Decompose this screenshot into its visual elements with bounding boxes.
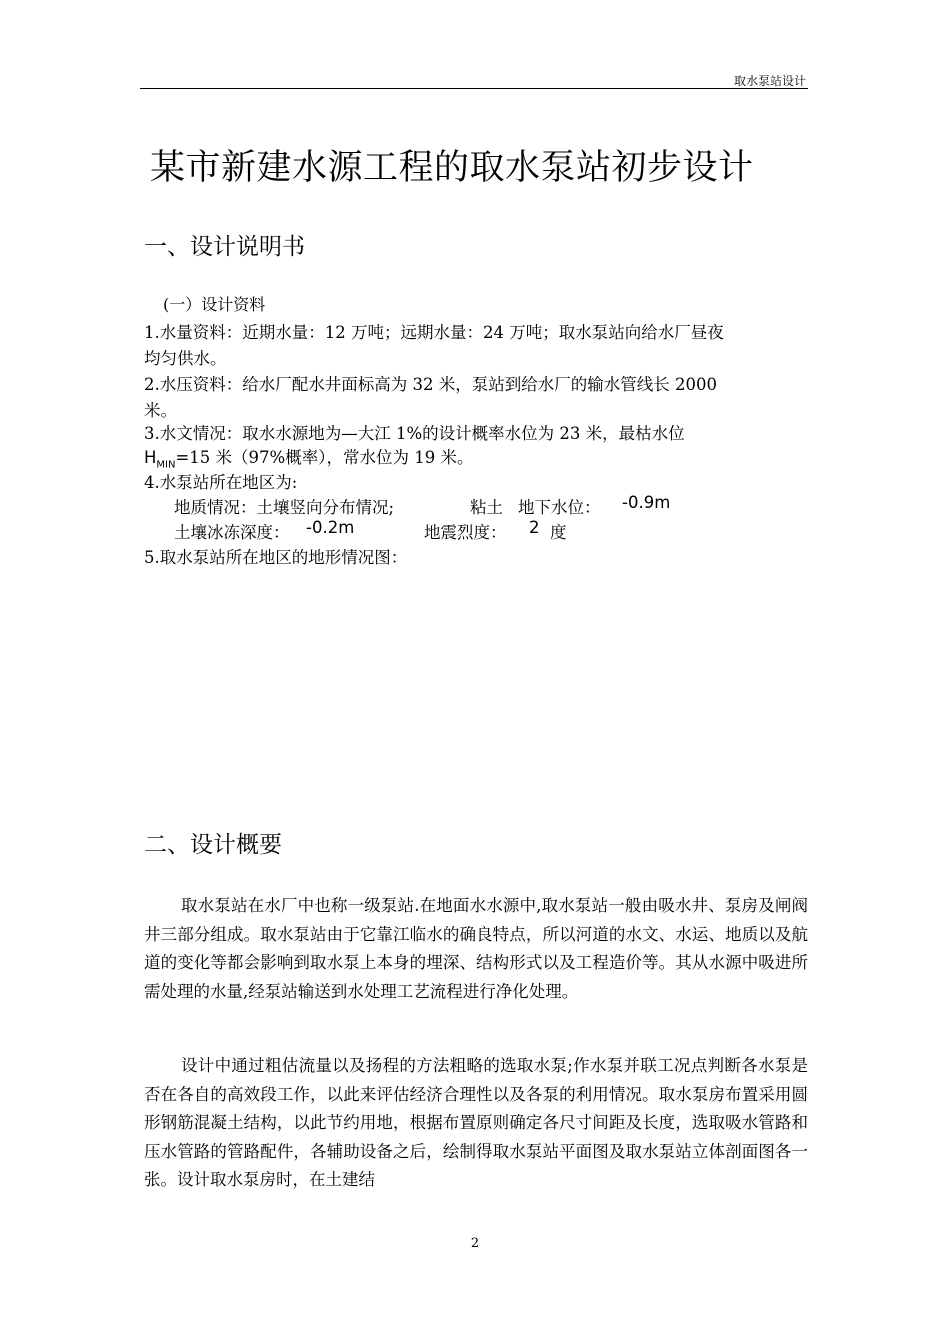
item-3-line-1: 3.水文情况：取水水源地为—大江 1%的设计概率水位为 23 米，最枯水位 [144, 424, 685, 443]
hmin-rest: =15 米（97%概率），常水位为 19 米。 [175, 448, 474, 467]
hmin-subscript: MIN [156, 459, 176, 471]
document-title: 某市新建水源工程的取水泵站初步设计 [150, 148, 754, 188]
sub-heading-design-data: (一）设计资料 [163, 295, 266, 314]
item-2-line-2: 米。 [144, 401, 177, 420]
item-4-line-1: 4.水泵站所在地区为: [144, 473, 298, 492]
running-title: 取水泵站设计 [733, 74, 806, 88]
hmin-symbol: H [144, 448, 157, 467]
page-header [140, 70, 808, 89]
section-heading-2: 二、设计概要 [144, 832, 282, 858]
item-1-line-2: 均匀供水。 [144, 349, 227, 368]
seismic-label: 地震烈度： [424, 523, 507, 542]
seismic-unit: 度 [550, 523, 567, 542]
section-heading-1: 一、设计说明书 [144, 234, 305, 260]
seismic-value: 2 [529, 518, 540, 537]
item-2-line-1: 2.水压资料：给水厂配水井面标高为 32 米，泵站到给水厂的输水管线长 2000 [144, 375, 717, 394]
geology-label: 地质情况：土壤竖向分布情况; [174, 498, 395, 517]
soil-type: 粘土 [470, 498, 503, 517]
item-1-line-1: 1.水量资料：近期水量：12 万吨；远期水量：24 万吨；取水泵站向给水厂昼夜 [144, 323, 724, 342]
groundwater-value: -0.9m [622, 493, 671, 512]
item-3-line-2 [144, 444, 473, 470]
overview-paragraph-1: 取水泵站在水厂中也称一级泵站.在地面水水源中,取水泵站一般由吸水井、泵房及闸阀井三部分组成。取水泵站由于它靠江临水的确良特点，所以河道的水文、水运、地质以及航道的变化等都会影响到取水泵上本身的埋深、结构形式以及工程造价等。其从水源中吸进所需处理的水量,经泵站输送到水处理工艺流程进行净化处理。 [144, 896, 808, 1001]
item-5: 5.取水泵站所在地区的地形情况图： [144, 548, 408, 567]
frost-depth-label: 土壤冰冻深度： [174, 523, 290, 542]
groundwater-label: 地下水位： [518, 498, 601, 517]
overview-paragraph-2: 设计中通过粗估流量以及扬程的方法粗略的选取水泵;作水泵并联工况点判断各水泵是否在各自的高效段工作，以此来评估经济合理性以及各泵的利用情况。取水泵房布置采用圆形钢筋混凝土结构，以此节约用地，根据布置原则确定各尺寸间距及长度，选取吸水管路和压水管路的管路配件，各辅助设备之后，绘制得取水泵站平面图及取水泵站立体剖面图各一张。设计取水泵房时，在土建结 [144, 1056, 808, 1189]
frost-depth-value: -0.2m [306, 518, 355, 537]
page-number: 2 [470, 1236, 480, 1251]
